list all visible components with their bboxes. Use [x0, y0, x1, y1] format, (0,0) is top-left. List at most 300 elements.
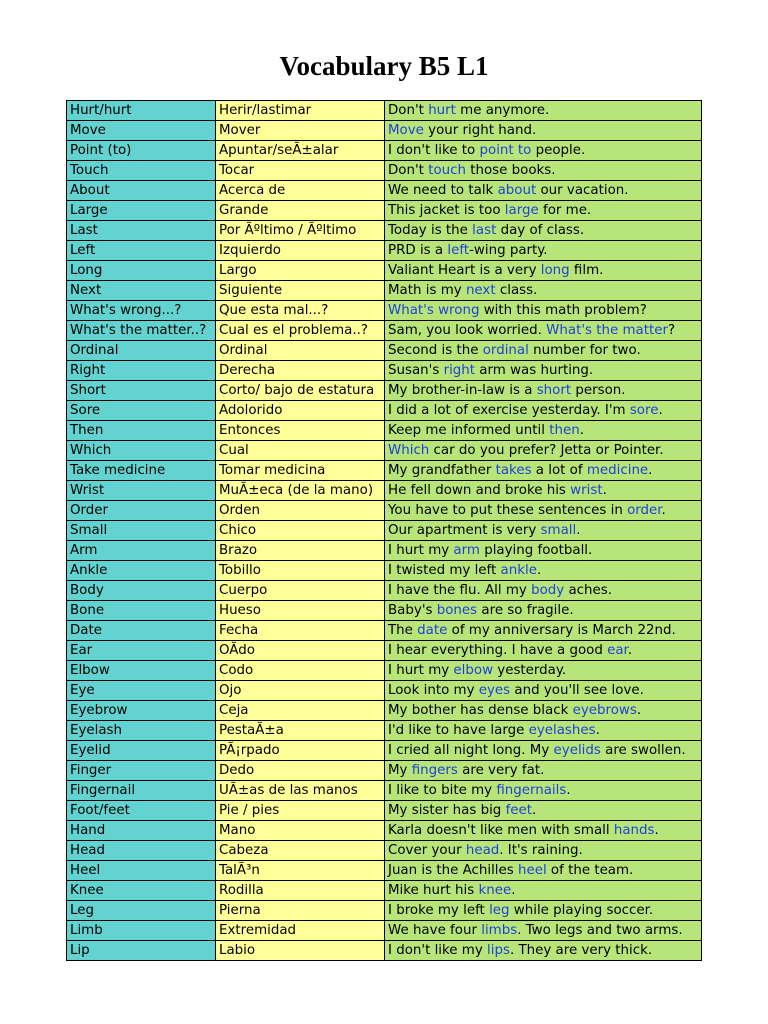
english-word-cell: Head	[67, 841, 216, 861]
spanish-translation-cell: UÃ±as de las manos	[216, 781, 385, 801]
highlighted-word: wrist	[570, 483, 603, 498]
example-sentence-cell	[385, 681, 702, 701]
example-sentence-cell	[385, 381, 702, 401]
highlighted-word: hands	[613, 823, 655, 838]
spanish-translation-cell: Acerca de	[216, 181, 385, 201]
sentence-text: Mike hurt his	[388, 883, 479, 898]
sentence-text: .	[536, 563, 542, 578]
sentence-text: .	[654, 823, 659, 838]
sentence-text: He fell down and broke his	[388, 483, 571, 498]
spanish-translation-cell: Herir/lastimar	[216, 101, 385, 121]
sentence-text: I did a lot of exercise yesterday. I'm	[388, 403, 630, 418]
english-word-cell: Knee	[67, 881, 216, 901]
highlighted-word: takes	[495, 463, 532, 478]
table-row	[67, 901, 702, 921]
spanish-translation-cell: Tobillo	[216, 561, 385, 581]
spanish-translation-cell: Extremidad	[216, 921, 385, 941]
table-row	[67, 161, 702, 181]
sentence-text: PRD is a	[388, 243, 448, 258]
sentence-text: of my anniversary is March 22nd.	[447, 623, 676, 638]
example-sentence-cell	[385, 161, 702, 181]
table-row	[67, 841, 702, 861]
english-word-cell: Eyelash	[67, 721, 216, 741]
sentence-text: Second is the	[388, 343, 483, 358]
sentence-text: Karla doesn't like men with small	[388, 823, 614, 838]
highlighted-word: long	[540, 263, 570, 278]
sentence-text: Our apartment is very	[388, 523, 541, 538]
spanish-translation-cell: Cual es el problema..?	[216, 321, 385, 341]
sentence-text: number for two.	[528, 343, 641, 358]
example-sentence-cell	[385, 421, 702, 441]
table-row	[67, 481, 702, 501]
spanish-translation-cell: MuÃ±eca (de la mano)	[216, 481, 385, 501]
sentence-text: I'd like to have large	[388, 723, 529, 738]
table-row	[67, 461, 702, 481]
highlighted-word: eyelashes	[528, 723, 596, 738]
sentence-text: Keep me informed until	[388, 423, 550, 438]
english-word-cell: Long	[67, 261, 216, 281]
sentence-text: car do you prefer? Jetta or Pointer.	[429, 443, 664, 458]
sentence-text: . It's raining.	[499, 843, 583, 858]
sentence-text: . Two legs and two arms.	[517, 923, 683, 938]
sentence-text: I don't like my	[388, 943, 488, 958]
spanish-translation-cell: Corto/ bajo de estatura	[216, 381, 385, 401]
example-sentence-cell	[385, 721, 702, 741]
spanish-translation-cell: Pie / pies	[216, 801, 385, 821]
table-row	[67, 781, 702, 801]
highlighted-word: head	[465, 843, 500, 858]
highlighted-word: eyebrows	[572, 703, 637, 718]
english-word-cell: Fingernail	[67, 781, 216, 801]
sentence-text: We need to talk	[388, 183, 498, 198]
sentence-text: .	[532, 803, 537, 818]
example-sentence-cell	[385, 861, 702, 881]
spanish-translation-cell: Cabeza	[216, 841, 385, 861]
highlighted-word: sore	[629, 403, 659, 418]
sentence-text: are very fat.	[457, 763, 545, 778]
highlighted-word: fingernails	[496, 783, 567, 798]
highlighted-word: right	[443, 363, 476, 378]
highlighted-word: leg	[489, 903, 510, 918]
example-sentence-cell	[385, 741, 702, 761]
english-word-cell: Last	[67, 221, 216, 241]
highlighted-word: Which	[388, 443, 430, 458]
highlighted-word: What's wrong	[388, 303, 480, 318]
spanish-translation-cell: Cual	[216, 441, 385, 461]
spanish-translation-cell: Mover	[216, 121, 385, 141]
english-word-cell: Date	[67, 621, 216, 641]
example-sentence-cell	[385, 941, 702, 961]
table-row	[67, 421, 702, 441]
example-sentence-cell	[385, 621, 702, 641]
table-row	[67, 801, 702, 821]
spanish-translation-cell: Derecha	[216, 361, 385, 381]
example-sentence-cell	[385, 701, 702, 721]
sentence-text: aches.	[564, 583, 612, 598]
english-word-cell: Point (to)	[67, 141, 216, 161]
example-sentence-cell	[385, 901, 702, 921]
english-word-cell: Ear	[67, 641, 216, 661]
example-sentence-cell	[385, 481, 702, 501]
highlighted-word: knee	[478, 883, 512, 898]
table-row	[67, 701, 702, 721]
highlighted-word: ankle	[500, 563, 537, 578]
english-word-cell: Eyelid	[67, 741, 216, 761]
sentence-text: class.	[495, 283, 538, 298]
spanish-translation-cell: Apuntar/seÃ±alar	[216, 141, 385, 161]
english-word-cell: Then	[67, 421, 216, 441]
highlighted-word: about	[497, 183, 537, 198]
sentence-text: .	[511, 883, 516, 898]
spanish-translation-cell: Adolorido	[216, 401, 385, 421]
english-word-cell: Bone	[67, 601, 216, 621]
table-row	[67, 821, 702, 841]
sentence-text: .	[636, 703, 642, 718]
sentence-text: Sam, you look worried.	[388, 323, 547, 338]
table-row	[67, 101, 702, 121]
english-word-cell: Eyebrow	[67, 701, 216, 721]
sentence-text: with this math problem?	[479, 303, 647, 318]
highlighted-word: fingers	[411, 763, 458, 778]
example-sentence-cell	[385, 281, 702, 301]
highlighted-word: ear	[607, 643, 628, 658]
sentence-text: yesterday.	[493, 663, 567, 678]
example-sentence-cell	[385, 781, 702, 801]
sentence-text: are so fragile.	[477, 603, 574, 618]
english-word-cell: Ordinal	[67, 341, 216, 361]
table-row	[67, 361, 702, 381]
highlighted-word: point to	[479, 143, 532, 158]
english-word-cell: Elbow	[67, 661, 216, 681]
example-sentence-cell	[385, 141, 702, 161]
example-sentence-cell	[385, 561, 702, 581]
sentence-text: My bother has dense black	[388, 703, 573, 718]
english-word-cell: Right	[67, 361, 216, 381]
example-sentence-cell	[385, 501, 702, 521]
sentence-text: .	[566, 783, 571, 798]
sentence-text: day of class.	[496, 223, 585, 238]
sentence-text: I don't like to	[388, 143, 480, 158]
sentence-text: .	[602, 483, 607, 498]
table-row	[67, 501, 702, 521]
table-row	[67, 601, 702, 621]
sentence-text: for me.	[538, 203, 592, 218]
example-sentence-cell	[385, 521, 702, 541]
highlighted-word: heel	[517, 863, 547, 878]
sentence-text: This jacket is too	[388, 203, 505, 218]
example-sentence-cell	[385, 641, 702, 661]
sentence-text: Today is the	[388, 223, 473, 238]
sentence-text: .	[595, 723, 600, 738]
example-sentence-cell	[385, 321, 702, 341]
highlighted-word: large	[504, 203, 539, 218]
english-word-cell: Take medicine	[67, 461, 216, 481]
english-word-cell: Wrist	[67, 481, 216, 501]
spanish-translation-cell: Pierna	[216, 901, 385, 921]
spanish-translation-cell: Cuerpo	[216, 581, 385, 601]
page-title: Vocabulary B5 L1	[279, 51, 489, 81]
sentence-text: .	[627, 643, 633, 658]
english-word-cell: Foot/feet	[67, 801, 216, 821]
english-word-cell: What's the matter..?	[67, 321, 216, 341]
spanish-translation-cell: Labio	[216, 941, 385, 961]
table-row	[67, 321, 702, 341]
sentence-text: ?	[667, 323, 676, 338]
example-sentence-cell	[385, 201, 702, 221]
sentence-text: your right hand.	[423, 123, 537, 138]
sentence-text: and you'll see love.	[510, 683, 644, 698]
spanish-translation-cell: PestaÃ±a	[216, 721, 385, 741]
sentence-text: My sister has big	[388, 803, 506, 818]
example-sentence-cell	[385, 661, 702, 681]
sentence-text: playing football.	[479, 543, 593, 558]
example-sentence-cell	[385, 921, 702, 941]
sentence-text: .	[648, 463, 653, 478]
sentence-text: people.	[531, 143, 586, 158]
spanish-translation-cell: Izquierdo	[216, 241, 385, 261]
example-sentence-cell	[385, 261, 702, 281]
example-sentence-cell	[385, 581, 702, 601]
spanish-translation-cell: Dedo	[216, 761, 385, 781]
english-word-cell: Body	[67, 581, 216, 601]
example-sentence-cell	[385, 761, 702, 781]
example-sentence-cell	[385, 821, 702, 841]
english-word-cell: Hand	[67, 821, 216, 841]
table-row	[67, 761, 702, 781]
sentence-text: of the team.	[546, 863, 634, 878]
table-row	[67, 261, 702, 281]
spanish-translation-cell: Ojo	[216, 681, 385, 701]
english-word-cell: Move	[67, 121, 216, 141]
english-word-cell: Leg	[67, 901, 216, 921]
sentence-text: I hurt my	[388, 663, 454, 678]
sentence-text: arm was hurting.	[475, 363, 594, 378]
table-row	[67, 641, 702, 661]
sentence-text: me anymore.	[455, 103, 550, 118]
sentence-text: Cover your	[388, 843, 466, 858]
sentence-text: I hurt my	[388, 543, 454, 558]
spanish-translation-cell: Hueso	[216, 601, 385, 621]
highlighted-word: limbs	[481, 923, 518, 938]
sentence-text: My	[388, 763, 412, 778]
sentence-text: Juan is the Achilles	[388, 863, 518, 878]
table-row	[67, 241, 702, 261]
spanish-translation-cell: PÃ¡rpado	[216, 741, 385, 761]
spanish-translation-cell: OÃdo	[216, 641, 385, 661]
example-sentence-cell	[385, 341, 702, 361]
english-word-cell: Left	[67, 241, 216, 261]
highlighted-word: small	[540, 523, 577, 538]
highlighted-word: body	[531, 583, 565, 598]
sentence-text: I broke my left	[388, 903, 490, 918]
spanish-translation-cell: Mano	[216, 821, 385, 841]
english-word-cell: Finger	[67, 761, 216, 781]
sentence-text: I cried all night long. My	[388, 743, 554, 758]
english-word-cell: Hurt/hurt	[67, 101, 216, 121]
spanish-translation-cell: Que esta mal...?	[216, 301, 385, 321]
table-row	[67, 441, 702, 461]
sentence-text: those books.	[465, 163, 556, 178]
table-row	[67, 941, 702, 961]
table-row	[67, 881, 702, 901]
highlighted-word: eyes	[478, 683, 511, 698]
sentence-text: . They are very thick.	[509, 943, 653, 958]
highlighted-word: last	[472, 223, 497, 238]
english-word-cell: Touch	[67, 161, 216, 181]
spanish-translation-cell: Tocar	[216, 161, 385, 181]
table-row	[67, 201, 702, 221]
table-row	[67, 121, 702, 141]
highlighted-word: feet	[505, 803, 533, 818]
english-word-cell: Eye	[67, 681, 216, 701]
english-word-cell: Next	[67, 281, 216, 301]
highlighted-word: lips	[487, 943, 510, 958]
table-row	[67, 141, 702, 161]
sentence-text: a lot of	[531, 463, 587, 478]
english-word-cell: Arm	[67, 541, 216, 561]
highlighted-word: bones	[436, 603, 478, 618]
spanish-translation-cell: Ceja	[216, 701, 385, 721]
highlighted-word: short	[536, 383, 572, 398]
sentence-text: while playing soccer.	[509, 903, 654, 918]
highlighted-word: medicine	[586, 463, 649, 478]
spanish-translation-cell: Fecha	[216, 621, 385, 641]
spanish-translation-cell: Tomar medicina	[216, 461, 385, 481]
sentence-text: Math is my	[388, 283, 466, 298]
example-sentence-cell	[385, 241, 702, 261]
table-row	[67, 561, 702, 581]
table-row	[67, 661, 702, 681]
table-row	[67, 921, 702, 941]
spanish-translation-cell: Ordinal	[216, 341, 385, 361]
highlighted-word: Move	[388, 123, 424, 138]
table-row	[67, 721, 702, 741]
sentence-text: You have to put these sentences in	[388, 503, 628, 518]
example-sentence-cell	[385, 361, 702, 381]
sentence-text: My grandfather	[388, 463, 496, 478]
sentence-text: I have the flu. All my	[388, 583, 532, 598]
spanish-translation-cell: Siguiente	[216, 281, 385, 301]
table-row	[67, 181, 702, 201]
sentence-text: person.	[571, 383, 626, 398]
sentence-text: Valiant Heart is a very	[388, 263, 541, 278]
english-word-cell: Heel	[67, 861, 216, 881]
highlighted-word: order	[627, 503, 662, 518]
highlighted-word: hurt	[428, 103, 456, 118]
example-sentence-cell	[385, 801, 702, 821]
sentence-text: our vacation.	[536, 183, 629, 198]
sentence-text: Baby's	[388, 603, 437, 618]
table-row	[67, 381, 702, 401]
english-word-cell: Limb	[67, 921, 216, 941]
example-sentence-cell	[385, 301, 702, 321]
sentence-text: Don't	[388, 163, 429, 178]
example-sentence-cell	[385, 601, 702, 621]
vocabulary-table	[66, 100, 702, 961]
example-sentence-cell	[385, 181, 702, 201]
english-word-cell: Order	[67, 501, 216, 521]
spanish-translation-cell: Orden	[216, 501, 385, 521]
table-row	[67, 301, 702, 321]
sentence-text: My brother-in-law is a	[388, 383, 537, 398]
example-sentence-cell	[385, 841, 702, 861]
sentence-text: .	[658, 403, 663, 418]
english-word-cell: Lip	[67, 941, 216, 961]
example-sentence-cell	[385, 441, 702, 461]
sentence-text: I hear everything. I have a good	[388, 643, 608, 658]
highlighted-word: eyelids	[553, 743, 601, 758]
highlighted-word: next	[465, 283, 496, 298]
highlighted-word: left	[447, 243, 470, 258]
english-word-cell: Sore	[67, 401, 216, 421]
sentence-text: Look into my	[388, 683, 479, 698]
spanish-translation-cell: Chico	[216, 521, 385, 541]
table-row	[67, 521, 702, 541]
highlighted-word: touch	[428, 163, 466, 178]
english-word-cell: About	[67, 181, 216, 201]
sentence-text: The	[388, 623, 418, 638]
english-word-cell: Large	[67, 201, 216, 221]
english-word-cell: What's wrong...?	[67, 301, 216, 321]
sentence-text: I like to bite my	[388, 783, 497, 798]
sentence-text: -wing party.	[469, 243, 548, 258]
sentence-text: We have four	[388, 923, 482, 938]
sentence-text: Don't	[388, 103, 429, 118]
spanish-translation-cell: TalÃ³n	[216, 861, 385, 881]
table-row	[67, 621, 702, 641]
english-word-cell: Small	[67, 521, 216, 541]
highlighted-word: ordinal	[482, 343, 529, 358]
sentence-text: .	[661, 503, 666, 518]
table-row	[67, 341, 702, 361]
example-sentence-cell	[385, 461, 702, 481]
highlighted-word: elbow	[453, 663, 494, 678]
english-word-cell: Which	[67, 441, 216, 461]
highlighted-word: date	[417, 623, 448, 638]
sentence-text: .	[579, 423, 584, 438]
table-row	[67, 281, 702, 301]
table-row	[67, 221, 702, 241]
spanish-translation-cell: Codo	[216, 661, 385, 681]
table-row	[67, 741, 702, 761]
spanish-translation-cell: Rodilla	[216, 881, 385, 901]
highlighted-word: What's the matter	[546, 323, 668, 338]
spanish-translation-cell: Por Ãºltimo / Ãºltimo	[216, 221, 385, 241]
sentence-text: film.	[569, 263, 604, 278]
example-sentence-cell	[385, 101, 702, 121]
table-row	[67, 401, 702, 421]
highlighted-word: arm	[453, 543, 480, 558]
example-sentence-cell	[385, 541, 702, 561]
example-sentence-cell	[385, 121, 702, 141]
sentence-text: .	[576, 523, 581, 538]
spanish-translation-cell: Brazo	[216, 541, 385, 561]
example-sentence-cell	[385, 221, 702, 241]
spanish-translation-cell: Largo	[216, 261, 385, 281]
example-sentence-cell	[385, 401, 702, 421]
english-word-cell: Ankle	[67, 561, 216, 581]
table-row	[67, 681, 702, 701]
vocabulary-table-body	[67, 101, 702, 961]
example-sentence-cell	[385, 881, 702, 901]
table-row	[67, 861, 702, 881]
spanish-translation-cell: Grande	[216, 201, 385, 221]
highlighted-word: then	[549, 423, 580, 438]
sentence-text: Susan's	[388, 363, 444, 378]
table-row	[67, 541, 702, 561]
sentence-text: I twisted my left	[388, 563, 501, 578]
english-word-cell: Short	[67, 381, 216, 401]
